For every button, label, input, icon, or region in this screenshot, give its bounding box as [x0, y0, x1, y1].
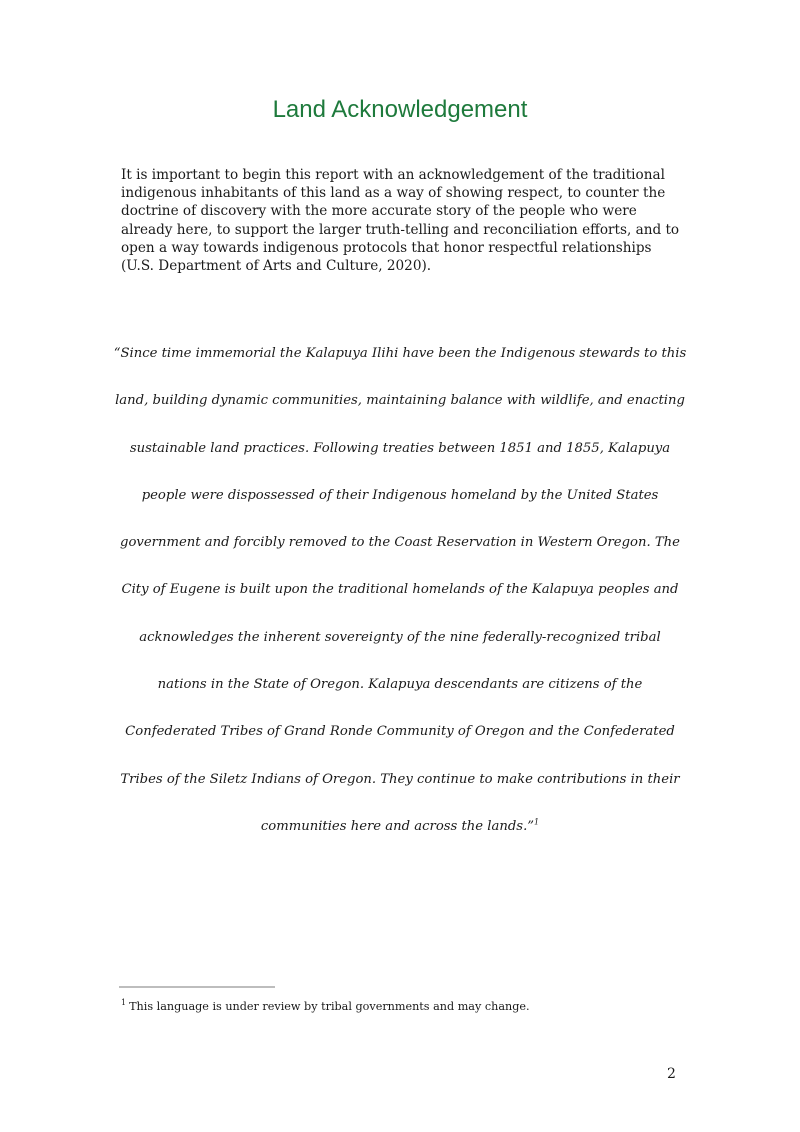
footnote: [121, 1000, 530, 1013]
footnote-separator: [119, 986, 275, 988]
page-number: 2: [667, 1066, 676, 1082]
footnote-reference[interactable]: 1: [534, 817, 540, 827]
page-title: Land Acknowledgement: [272, 96, 528, 123]
quote-text: “Since time immemorial the Kalapuya Ilihi have been the Indigenous stewards to this land, building dynamic communities, maintaining balance with wildlife, and enacting sustainable land practices. Following treaties between 1851 and 1855, Kalapuya people were dispossessed of their Indigenous homeland by the United States government and forcibly removed to the Coast Reservation in Western Oregon. The City of Eugene is built upon the traditional homelands of the Kalapuya peoples and acknowledges the inherent sovereignty of the nine federally-recognized tribal nations in the State of Oregon. Kalapuya descendants are citizens of the Confederated Tribes of Grand Ronde Community of Oregon and the Confederated Tribes of the Siletz Indians of Oregon. They continue to make contributions in their communities here and across the lands.”: [113, 346, 687, 834]
land-acknowledgement-quote: [113, 330, 687, 850]
footnote-text: This language is under review by tribal governments and may change.: [129, 1000, 530, 1013]
footnote-marker: 1: [121, 998, 127, 1008]
intro-paragraph: It is important to begin this report with an acknowledgement of the traditional indigenous inhabitants of this land as a way of showing respect, to counter the doctrine of discovery with the more accurate story of the people who were already here, to support the larger truth-telling and reconciliation efforts, and to open a way towards indigenous protocols that honor respectful relationships (U.S. Department of Arts and Culture, 2020).: [121, 167, 680, 275]
